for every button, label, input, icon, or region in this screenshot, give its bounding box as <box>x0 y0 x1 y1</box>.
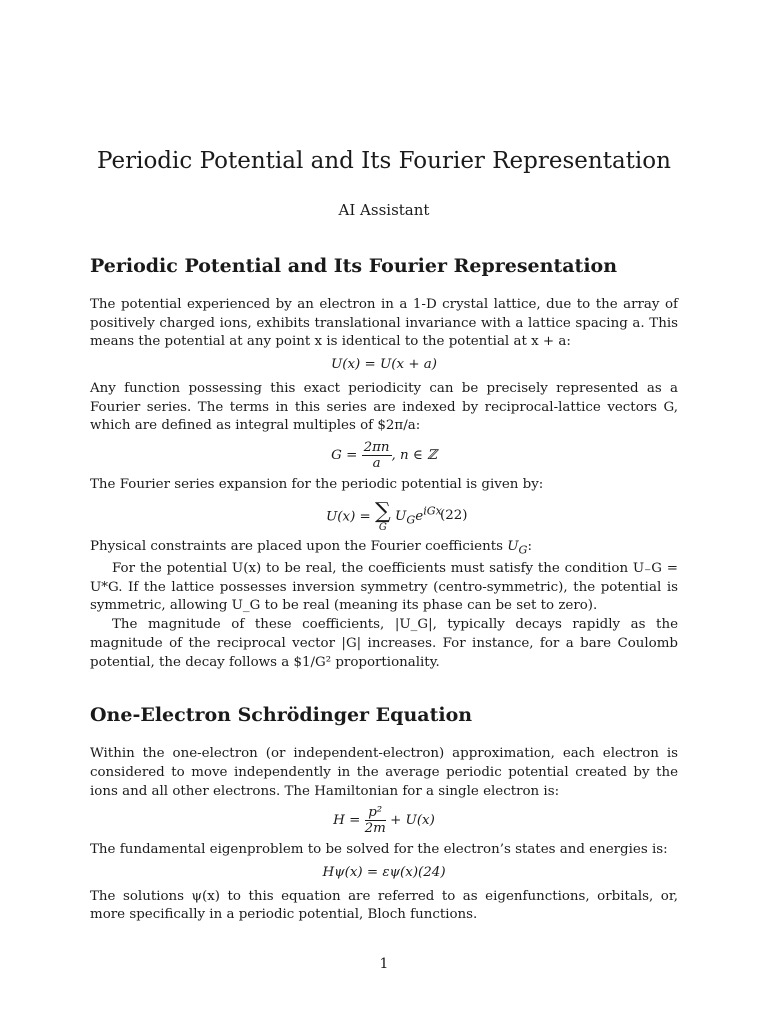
equation-lhs: H = <box>333 813 361 829</box>
paragraph: Any function possessing this exact periodicity can be precisely represented as a Fourier series. The terms in this series are indexed by reciprocal-lattice vectors G, which are defined as integral multiples of $2π/a: <box>90 380 678 434</box>
equation: U(x) = U(x + a) <box>330 357 438 373</box>
coefficient: U <box>395 509 407 525</box>
equation-lhs: U(x) = <box>326 509 371 525</box>
math-symbol: U <box>507 538 519 554</box>
exponential: e <box>415 509 424 525</box>
equation <box>90 805 678 836</box>
text-run: : <box>527 538 532 554</box>
coefficient-subscript: G <box>406 513 416 527</box>
fraction <box>362 440 392 471</box>
section-heading: Periodic Potential and Its Fourier Representation <box>90 255 618 277</box>
document-title: Periodic Potential and Its Fourier Representation <box>97 148 671 174</box>
paragraph <box>90 538 678 560</box>
equation <box>90 440 678 471</box>
equation: Hψ(x) = εψ(x)(24) <box>322 865 446 881</box>
text-run: Physical constraints are placed upon the Fourier coefficients <box>90 538 508 554</box>
sum-index: G <box>378 521 387 533</box>
equation-lhs: G = <box>331 447 358 463</box>
page-number: 1 <box>379 956 389 972</box>
math-subscript: G <box>518 543 528 557</box>
fraction <box>365 805 386 836</box>
paragraph: The potential experienced by an electron in a 1-D crystal lattice, due to the array of positively charged ions, exhibits translational invariance with a lattice spacing a. This means the potential at any point x is identical to the potential at x + a: <box>90 297 678 350</box>
paragraph: The Fourier series expansion for the periodic potential is given by: <box>90 476 544 492</box>
paragraph: For the potential U(x) to be real, the coefficients must satisfy the condition U₋G = U*G. If the lattice possesses inversion symmetry (centro-symmetric), the potential is symmetric, allowing U_G to be real (meaning its phase can be set to zero). <box>90 561 678 614</box>
equation-number: (22) <box>440 507 468 523</box>
paragraph: The solutions ψ(x) to this equation are referred to as eigenfunctions, orbitals, or, more specifically in a periodic potential, Bloch functions. <box>90 888 678 923</box>
summation <box>375 498 391 533</box>
equation <box>90 498 678 533</box>
fraction-denominator: 2m <box>364 821 386 837</box>
paragraph: The magnitude of these coefficients, |U_G|, typically decays rapidly as the magnitude of the reciprocal vector |G| increases. For instance, for a bare Coulomb potential, the decay follows a $1/G² proportionality. <box>90 617 678 670</box>
fraction-denominator: a <box>372 455 381 471</box>
document-body <box>90 253 678 925</box>
sum-symbol: ∑ <box>375 498 391 524</box>
equation-rhs: + U(x) <box>390 813 435 829</box>
document-author: AI Assistant <box>338 201 430 219</box>
equation-rhs <box>395 504 442 527</box>
exponent: iGx <box>423 504 442 518</box>
fraction-numerator: 2πn <box>363 439 390 455</box>
section-heading: One-Electron Schrödinger Equation <box>90 704 473 727</box>
equation-rhs: , n ∈ ℤ <box>391 447 437 463</box>
paragraph: Within the one-electron (or independent-electron) approximation, each electron is considered to move independently in the average periodic potential created by the ions and all other electrons. The Hamiltonian for a single electron is: <box>90 746 678 799</box>
paragraph: The fundamental eigenproblem to be solved for the electron’s states and energies is: <box>90 842 668 858</box>
fraction-numerator: p² <box>365 805 386 821</box>
